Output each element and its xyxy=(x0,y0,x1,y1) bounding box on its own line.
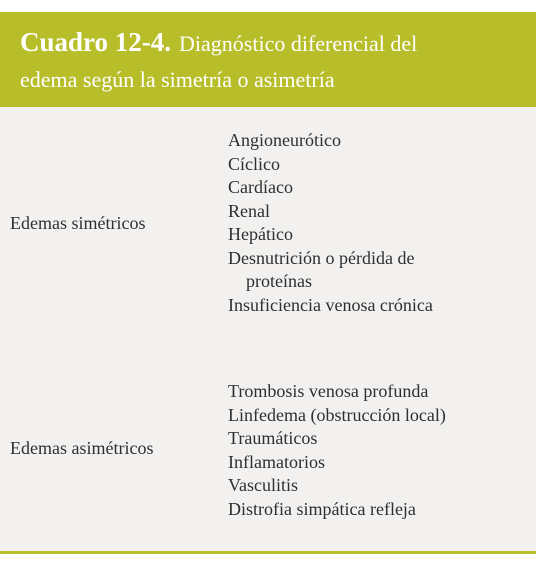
table-number: Cuadro 12-4. xyxy=(20,27,172,57)
table-body xyxy=(0,107,536,551)
list-item: Insuficiencia venosa crónica xyxy=(228,294,433,315)
title-text-1: Diagnóstico diferencial del xyxy=(179,31,418,56)
list-item: Traumáticos xyxy=(228,428,318,448)
list-item: Cíclico xyxy=(228,153,280,174)
list-item: Angioneurótico xyxy=(228,130,341,150)
list-asymmetric xyxy=(228,380,446,521)
list-item: Trombosis venosa profunda xyxy=(228,381,429,401)
bottom-rule xyxy=(0,551,536,554)
list-item: Linfedema (obstrucción local) xyxy=(228,404,446,425)
list-symmetric xyxy=(228,129,433,317)
list-item: Desnutrición o pérdida de xyxy=(228,247,415,268)
list-item: Hepático xyxy=(228,224,293,244)
title-line-1 xyxy=(20,24,518,62)
list-item: Inflamatorios xyxy=(228,451,325,472)
table-header xyxy=(0,12,536,107)
list-item: Cardíaco xyxy=(228,177,293,197)
list-item: proteínas xyxy=(246,271,312,291)
list-item: Renal xyxy=(228,200,270,221)
row-label-symmetric: Edemas simétricos xyxy=(10,213,146,233)
title-line-2: edema según la simetría o asimetría xyxy=(20,67,335,92)
list-item: Vasculitis xyxy=(228,475,298,495)
row-label-asymmetric: Edemas asimétricos xyxy=(10,438,154,458)
list-item: Distrofia simpática refleja xyxy=(228,498,416,519)
